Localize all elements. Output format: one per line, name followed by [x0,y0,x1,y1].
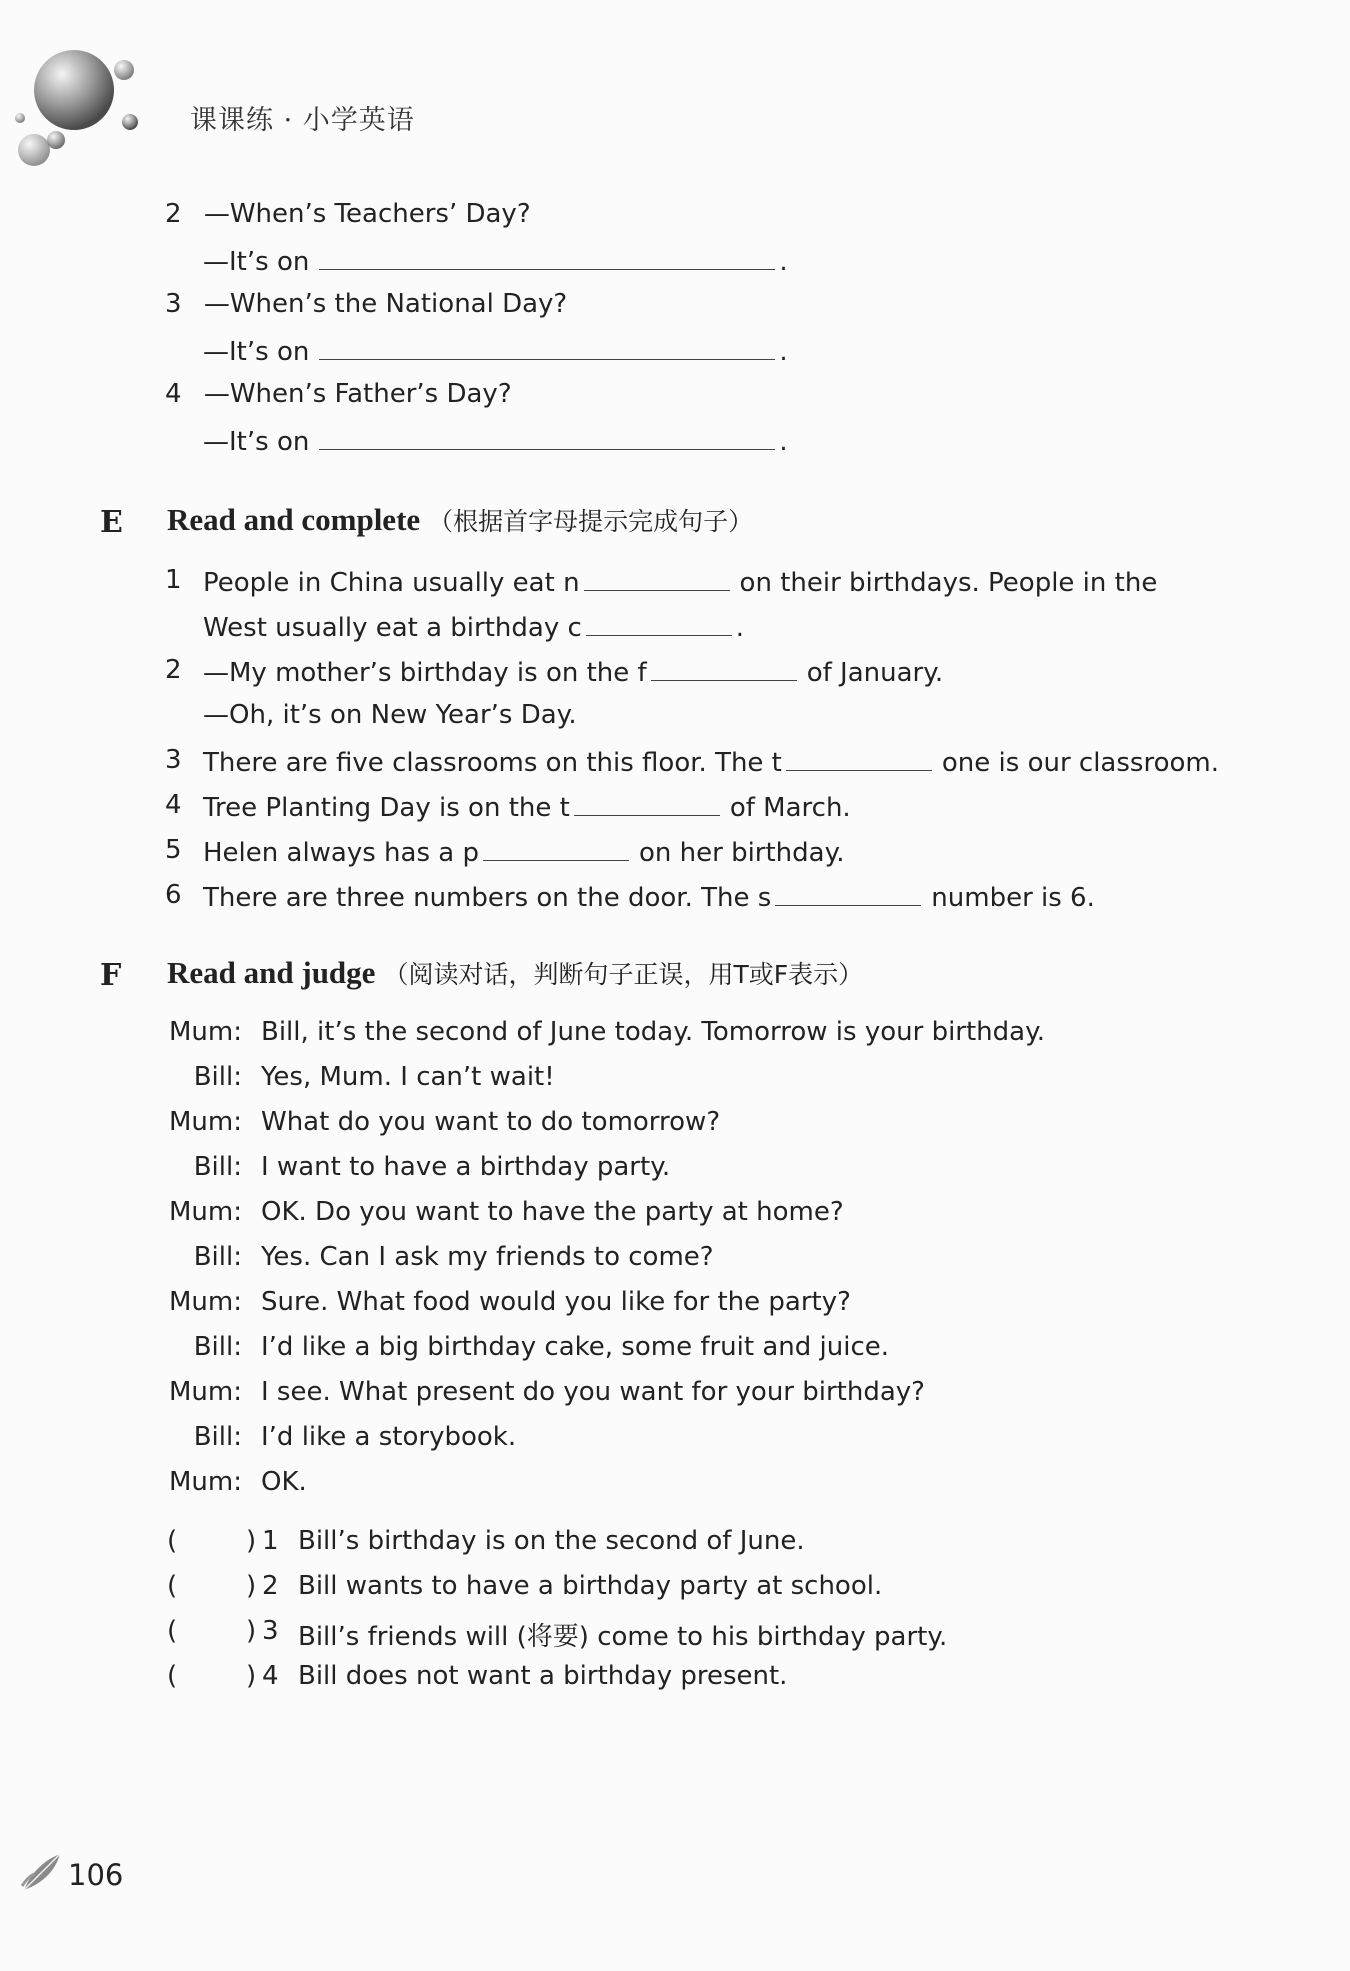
answer-blank[interactable] [574,789,720,816]
speaker-label: Bill: [193,1242,242,1272]
dialogue-line: I want to have a birthday party. [261,1152,671,1182]
answer-blank[interactable] [586,609,732,636]
judgment-text: Bill wants to have a birthday party at school. [298,1571,883,1601]
speaker-label: Mum: [169,1467,242,1497]
sentence-pre: People in China usually eat n [203,568,580,598]
answer-blank[interactable] [651,654,797,681]
sentence-post: on their birthdays. People in the [739,568,1158,598]
judgment-text: Bill does not want a birthday present. [298,1661,788,1691]
item-number: 3 [165,745,182,775]
dialogue-line: I’d like a storybook. [261,1422,517,1452]
speaker-label: Mum: [169,1377,242,1407]
list-item [165,834,845,869]
answer-paren-open[interactable]: ( [167,1571,178,1601]
answer-blank[interactable] [483,834,629,861]
list-item [165,564,1157,599]
section-e-subtitle: （根据首字母提示完成句子） [428,507,754,536]
section-f-title [167,955,863,991]
answer-paren-open[interactable]: ( [167,1661,178,1691]
answer-line [203,243,788,278]
sentence-pre: —My mother’s birthday is on the f [203,658,647,688]
leaf-icon [20,1850,64,1894]
answer-line [203,423,788,458]
speaker-label: Bill: [193,1422,242,1452]
item-number: 2 [262,1571,279,1601]
speaker-label: Mum: [169,1107,242,1137]
answer-paren-open[interactable]: ( [167,1616,178,1646]
answer-prefix: —It’s on [203,337,310,367]
item-number: 6 [165,880,182,910]
answer-paren-close: ) [246,1571,257,1601]
answer-blank[interactable] [319,243,775,270]
sentence-post: number is 6. [931,883,1095,913]
answer-blank[interactable] [584,564,730,591]
answer-end: . [779,427,788,457]
sentence-post: of January. [806,658,944,688]
item-number: 2 [165,655,182,685]
sentence-post: of March. [729,793,851,823]
list-item [165,198,531,230]
answer-paren-close: ) [246,1526,257,1556]
item-number: 2 [165,199,182,229]
answer-blank[interactable] [319,423,775,450]
answer-end: . [779,337,788,367]
answer-end: . [779,247,788,277]
item-number: 4 [165,379,182,409]
answer-paren-close: ) [246,1661,257,1691]
dialogue-line: OK. Do you want to have the party at home? [261,1197,844,1227]
item-number: 3 [262,1616,279,1646]
list-item [165,789,851,824]
question-text: —When’s the National Day? [203,289,568,319]
item-number: 3 [165,289,182,319]
header-title: 课课练 · 小学英语 [190,105,415,136]
answer-blank[interactable] [319,333,775,360]
judgment-text: Bill’s birthday is on the second of June. [298,1526,805,1556]
sentence-post: . [735,613,745,643]
section-e-letter: E [100,505,123,540]
section-f-subtitle: （阅读对话，判断句子正误，用T或F表示） [383,960,864,989]
sentence-pre: Helen always has a p [203,838,479,868]
sentence-pre: There are five classrooms on this floor. The t [203,748,782,778]
question-text: —When’s Teachers’ Day? [203,199,531,229]
item-number: 1 [165,565,182,595]
dialogue-line: OK. [261,1467,307,1497]
bubbles-decoration-icon [14,44,154,184]
dialogue-line: I’d like a big birthday cake, some fruit and juice. [261,1332,889,1362]
item-number: 4 [262,1661,279,1691]
section-e-title-text: Read and complete [167,502,421,537]
answer-paren-close: ) [246,1616,257,1646]
answer-paren-open[interactable]: ( [167,1526,178,1556]
speaker-label: Mum: [169,1197,242,1227]
sentence-pre: —Oh, it’s on New Year’s Day. [203,700,577,730]
list-item [203,609,744,644]
dialogue-line: Yes. Can I ask my friends to come? [261,1242,714,1272]
speaker-label: Bill: [193,1152,242,1182]
answer-blank[interactable] [775,879,921,906]
sentence-post: one is our classroom. [941,748,1219,778]
dialogue-line: Bill, it’s the second of June today. Tomorrow is your birthday. [261,1017,1046,1047]
dialogue-line: Sure. What food would you like for the party? [261,1287,851,1317]
list-item [165,378,512,410]
dialogue-line: Yes, Mum. I can’t wait! [261,1062,555,1092]
sentence-pre: West usually eat a birthday c [203,613,582,643]
list-item [203,699,577,731]
answer-prefix: —It’s on [203,247,310,277]
dialogue-line: What do you want to do tomorrow? [261,1107,721,1137]
speaker-label: Mum: [169,1287,242,1317]
list-item [165,288,567,320]
speaker-label: Bill: [193,1062,242,1092]
section-f-title-text: Read and judge [167,955,376,990]
page-number: 106 [68,1858,124,1892]
dialogue-line: I see. What present do you want for your birthday? [261,1377,925,1407]
answer-prefix: —It’s on [203,427,310,457]
sentence-pre: There are three numbers on the door. The s [203,883,772,913]
list-item [165,744,1219,779]
item-number: 1 [262,1526,279,1556]
judgment-text: Bill’s friends will (将要) come to his birthday party. [298,1622,948,1652]
sentence-pre: Tree Planting Day is on the t [203,793,570,823]
question-text: —When’s Father’s Day? [203,379,512,409]
item-number: 4 [165,790,182,820]
item-number: 5 [165,835,182,865]
section-f-letter: F [100,958,122,993]
sentence-post: on her birthday. [638,838,845,868]
speaker-label: Mum: [169,1017,242,1047]
list-item [165,879,1095,914]
section-e-title [167,502,753,538]
speaker-label: Bill: [193,1332,242,1362]
list-item [165,654,943,689]
answer-line [203,333,788,368]
answer-blank[interactable] [786,744,932,771]
